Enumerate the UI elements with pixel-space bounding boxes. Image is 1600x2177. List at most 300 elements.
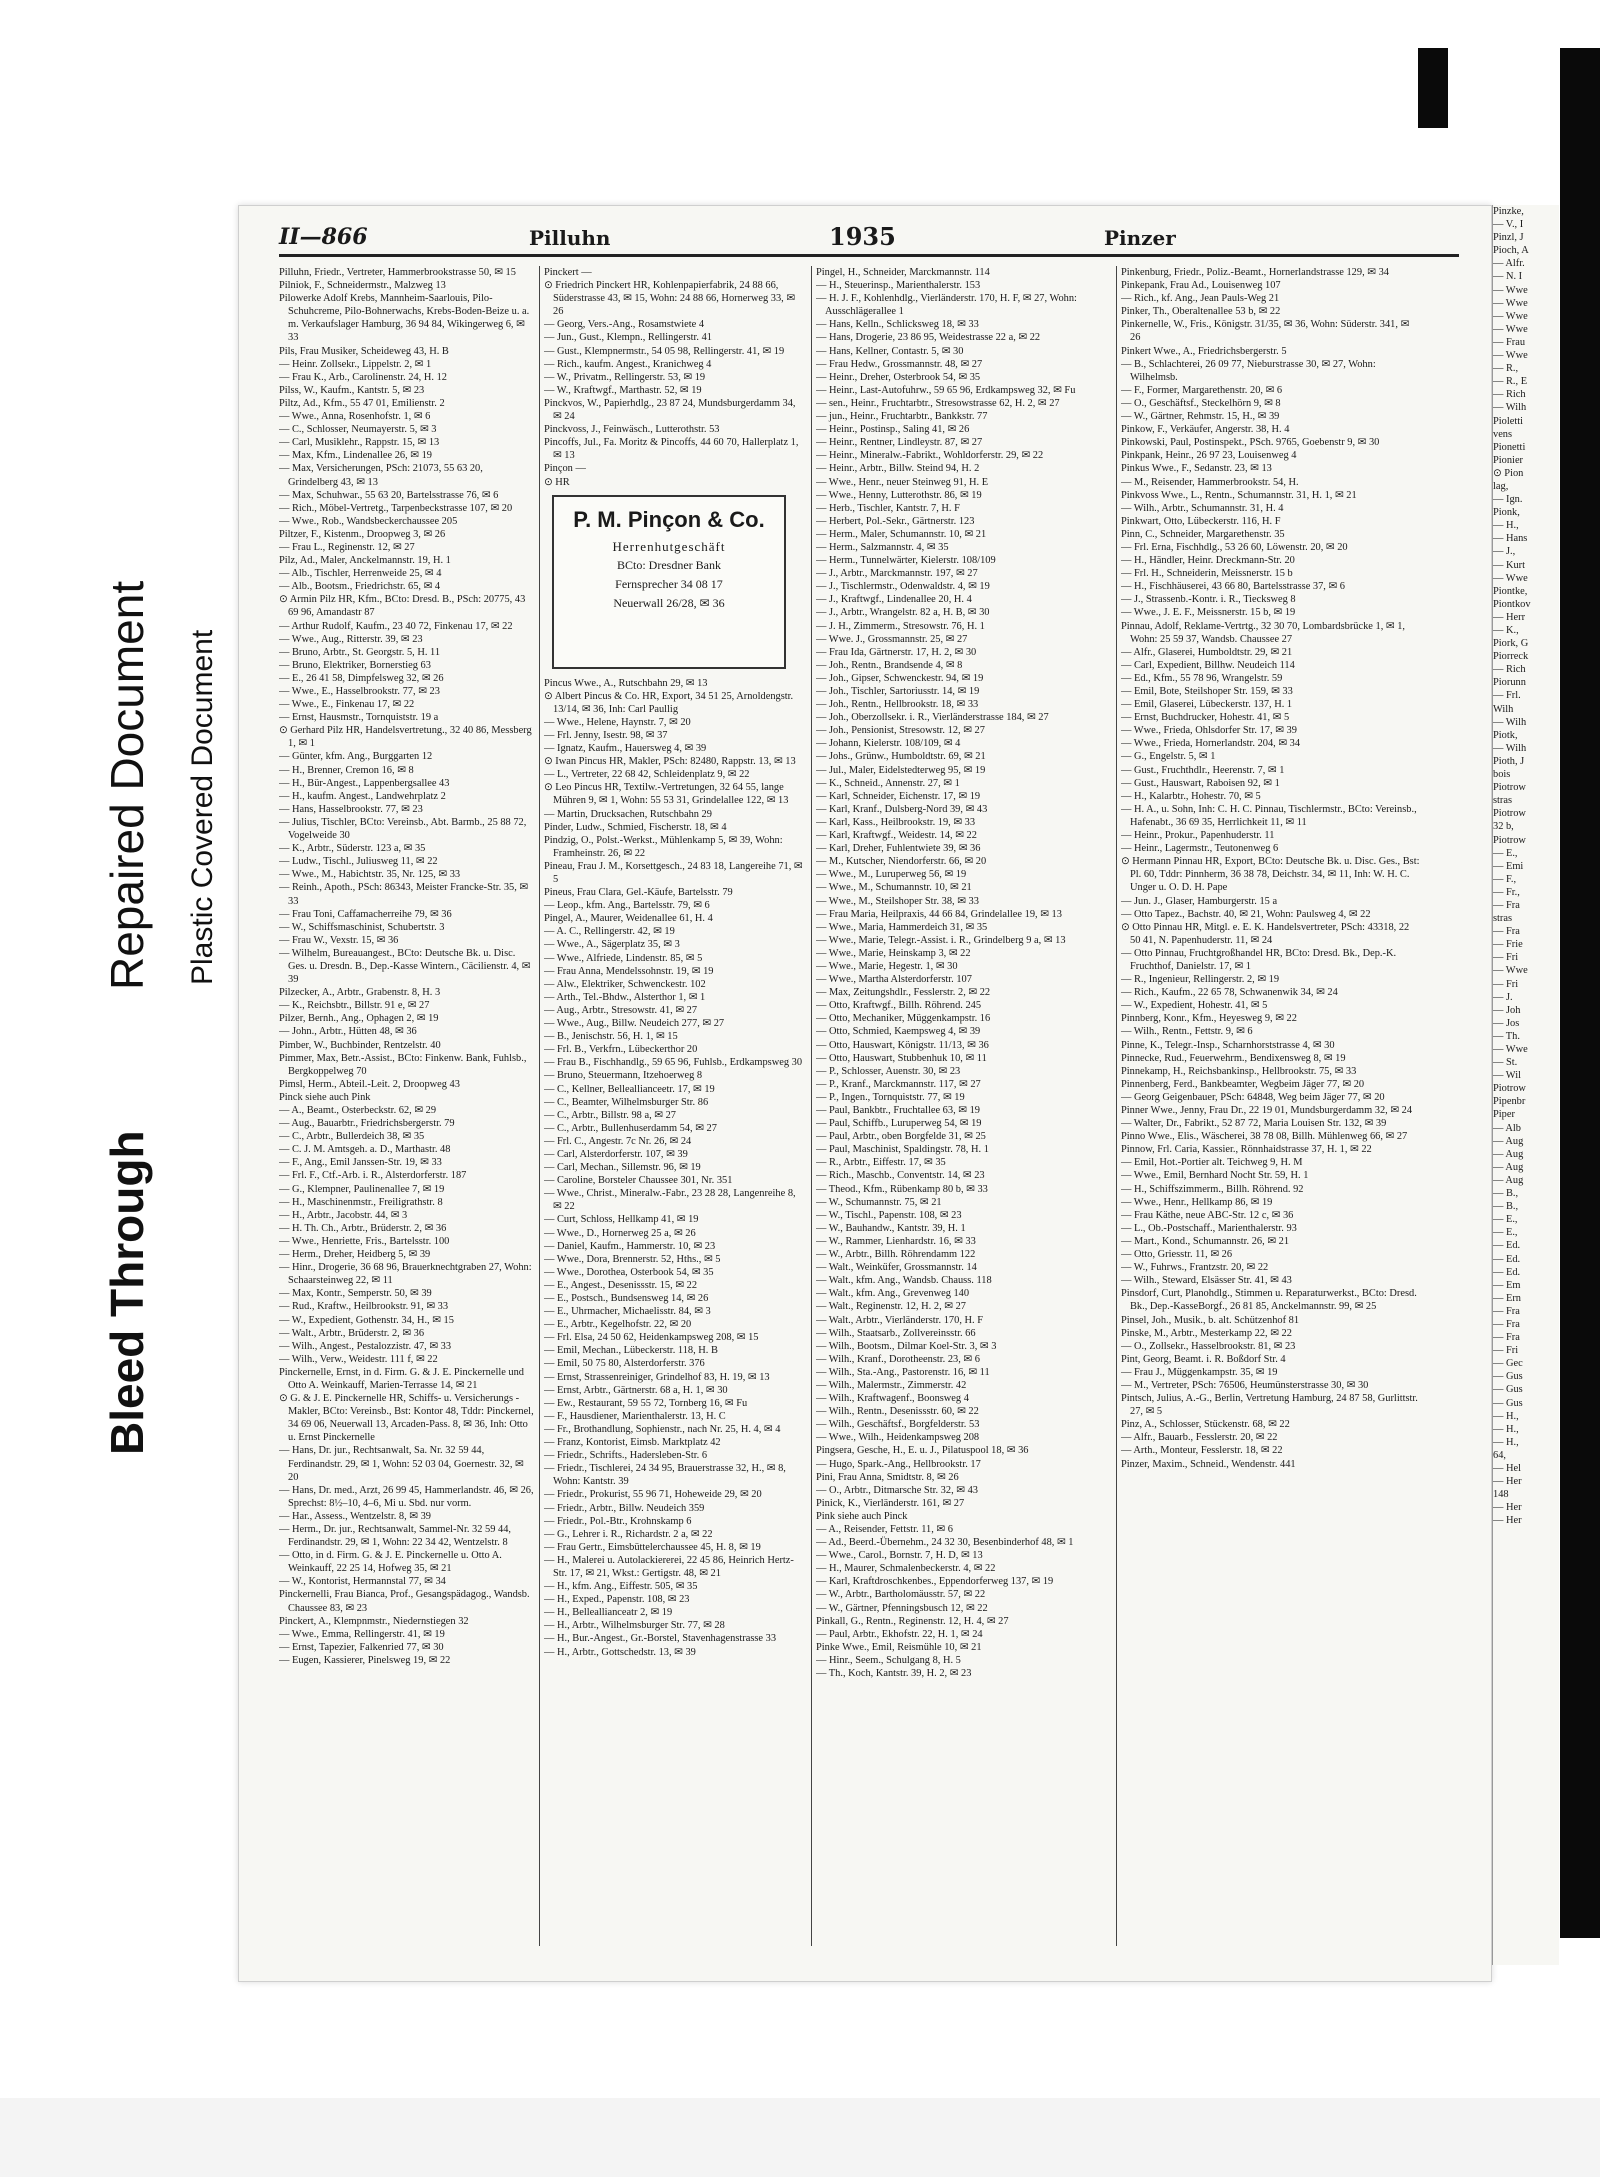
directory-entry: — J. H., Zimmerm., Stresowstr. 76, H. 1 — [816, 620, 985, 632]
directory-entry: — Wwe., Dorothea, Osterbook 54, ✉ 35 — [544, 1266, 714, 1278]
directory-entry: — E., Angest., Desenissstr. 15, ✉ 22 — [544, 1279, 698, 1291]
directory-entry: — Frl. — [1493, 690, 1521, 702]
directory-entry: — Georg Geigenbauer, PSch: 64848, Weg beim Jäger 77, ✉ 20 — [1121, 1091, 1385, 1103]
directory-entry: — Frl. Jenny, Isestr. 98, ✉ 37 — [544, 729, 668, 741]
directory-entry: — V., I — [1493, 219, 1524, 231]
directory-entry: vens — [1493, 428, 1513, 440]
directory-entry: — W., Rammer, Lienhardstr. 16, ✉ 33 — [816, 1235, 976, 1247]
directory-entry: Pimsl, Herm., Abteil.-Leit. 2, Droopweg 43 — [279, 1078, 460, 1090]
directory-entry: Piorreck — [1493, 651, 1529, 663]
directory-entry: — Alw., Elektriker, Schwenckestr. 102 — [544, 978, 706, 990]
directory-entry: — Martin, Drucksachen, Rutschbahn 29 — [544, 808, 712, 820]
directory-entry: — E., Postsch., Bundsensweg 14, ✉ 26 — [544, 1293, 709, 1304]
directory-entry: — E., 26 41 58, Dimpfelsweg 32, ✉ 26 — [279, 672, 444, 684]
page-number: II—866 — [279, 224, 368, 250]
directory-entry: — O., Zollsekr., Hasselbrookstr. 81, ✉ 23 — [1121, 1340, 1296, 1352]
directory-entry: ⊙ Albert Pincus & Co. HR, Export, 34 51 25, Arnoldengstr. 13/14, ✉ 36, Inh: Carl Paullig — [544, 690, 794, 715]
directory-entry: Pionier — [1493, 454, 1524, 466]
directory-entry: — Aug., Bauarbtr., Friedrichsbergerstr. 79 — [279, 1118, 455, 1130]
directory-entry: Pinne, K., Telegr.-Insp., Scharnhorststrasse 4, ✉ 30 — [1121, 1039, 1335, 1051]
directory-entry: Piltzer, F., Kistenm., Droopweg 3, ✉ 26 — [279, 528, 446, 540]
directory-entry: — Franz, Kontorist, Eimsb. Marktplatz 42 — [544, 1437, 721, 1449]
ad-title: P. M. Pinçon & Co. — [573, 506, 765, 532]
directory-entry: — Herm., Tunnelwärter, Kielerstr. 108/109 — [816, 555, 996, 567]
directory-entry: — Otto, Schmied, Kaempsweg 4, ✉ 39 — [816, 1026, 981, 1038]
directory-entry: — Arth., Tel.-Bhdw., Alsterthor 1, ✉ 1 — [544, 991, 706, 1003]
directory-entry: bois — [1493, 769, 1511, 781]
header-last-name: Pinzer — [1104, 226, 1176, 250]
directory-entry: — Frau L., Reginenstr. 12, ✉ 27 — [279, 541, 415, 553]
directory-column-2 — [544, 266, 806, 1956]
directory-entry: — W., Arbtr., Billh. Röhrendamm 122 — [816, 1249, 976, 1261]
directory-entry: — Ed., Kfm., 55 78 96, Wrangelstr. 59 — [1121, 672, 1283, 684]
directory-entry: — Wwe., Carol., Bornstr. 7, H. D, ✉ 13 — [816, 1550, 983, 1562]
directory-entry: — Her — [1493, 1476, 1522, 1488]
column-2-top-entries — [544, 266, 806, 489]
directory-entry: — Karl, Kraftdroschkenbes., Eppendorferweg 137, ✉ 19 — [816, 1576, 1054, 1588]
directory-entry: — Paul, Arbtr., Ekhofstr. 22, H. 1, ✉ 24 — [816, 1628, 983, 1640]
directory-entry: — P., Kranf., Marckmannstr. 117, ✉ 27 — [816, 1078, 981, 1090]
directory-entry: — Ernst, Strassenreiniger, Grindelhof 83, H. 19, ✉ 13 — [544, 1371, 770, 1383]
directory-entry: — F., Hausdiener, Marienthalerstr. 13, H. C — [544, 1410, 726, 1422]
directory-entry: — Julius, Tischler, BCto: Vereinsb., Abt. Barmb., 25 88 72, Vogelweide 30 — [279, 816, 527, 842]
label-plastic-covered: Plastic Covered Document — [186, 629, 219, 985]
directory-entry: — Joh., Tischler, Sartoriusstr. 14, ✉ 19 — [816, 686, 980, 697]
directory-entry: — M., Reisender, Hammerbrookstr. 54, H. — [1121, 476, 1299, 488]
directory-entry: — Wwe., Frieda, Ohlsdorfer Str. 17, ✉ 39 — [1121, 725, 1297, 737]
directory-column-3 — [816, 266, 1111, 1956]
directory-entry: — Aug — [1493, 1174, 1524, 1186]
directory-entry: — Wwe., Marie, Telegr.-Assist. i. R., Grindelberg 9 a, ✉ 13 — [816, 934, 1066, 946]
directory-entry: — M., Vertreter, PSch: 76506, Heumünsterstrasse 30, ✉ 30 — [1121, 1379, 1369, 1391]
directory-entry: — Gus — [1493, 1397, 1523, 1409]
directory-entry: Pinnau, Adolf, Reklame-Vertrtg., 32 30 70, Lombardsbrücke 1, ✉ 1, Wohn: 25 59 37, Wandsb. Chaussee 27 — [1121, 620, 1406, 645]
directory-page — [238, 205, 1492, 1982]
directory-entry: Pinno Wwe., Elis., Wäscherei, 38 78 08, Billh. Mühlenweg 66, ✉ 27 — [1121, 1131, 1408, 1143]
directory-entry: — Wwe., Henr., neuer Steinweg 91, H. E — [816, 476, 989, 488]
directory-entry: — Otto, in d. Firm. G. & J. E. Pinckernelle u. Otto A. Weinkauff, 22 25 14, Hofweg 35, ✉ 21 — [279, 1550, 502, 1575]
directory-entry: — Karl, Kranf., Dulsberg-Nord 39, ✉ 43 — [816, 803, 988, 815]
directory-entry: — Jos — [1493, 1017, 1520, 1029]
directory-entry: — H., Kalarbtr., Hohestr. 70, ✉ 5 — [1121, 790, 1261, 802]
directory-entry: — G., Klempner, Paulinenallee 7, ✉ 19 — [279, 1183, 445, 1195]
directory-entry: Pingel, H., Schneider, Marckmannstr. 114 — [816, 267, 990, 278]
ad-phone-line: Fernsprecher 34 08 17 — [615, 576, 723, 591]
directory-entry: — Gust., Hauswart, Raboisen 92, ✉ 1 — [1121, 777, 1280, 789]
directory-entry: Pincus Wwe., A., Rutschbahn 29, ✉ 13 — [544, 677, 708, 689]
directory-entry: — Th., Koch, Kantstr. 39, H. 2, ✉ 23 — [816, 1668, 972, 1680]
directory-entry: — J., — [1493, 546, 1516, 558]
directory-entry: — Wilh., Sta.-Ang., Pastorenstr. 16, ✉ 11 — [816, 1366, 990, 1378]
directory-entry: — Em — [1493, 1279, 1521, 1291]
scan-edge-right-short — [1418, 48, 1448, 128]
directory-entry: — Fra — [1493, 1318, 1520, 1330]
directory-entry: ⊙ HR — [544, 476, 570, 488]
label-repaired-document: Repaired Document — [101, 580, 153, 990]
directory-entry: stras — [1493, 913, 1513, 925]
directory-entry: — Karl, Schneider, Eichenstr. 17, ✉ 19 — [816, 790, 981, 802]
directory-entry: Pinkenburg, Friedr., Poliz.-Beamt., Hornerlandstrasse 129, ✉ 34 — [1121, 267, 1389, 278]
directory-entry: — A., Reisender, Fettstr. 11, ✉ 6 — [816, 1524, 953, 1535]
directory-entry: — Alfr., Bauarb., Fesslerstr. 20, ✉ 22 — [1121, 1432, 1278, 1444]
directory-entry: — Wwe — [1493, 297, 1528, 309]
directory-entry: — Hans, Dr. jur., Rechtsanwalt, Sa. Nr. 32 59 44, Ferdinandstr. 29, ✉ 1, Wohn: 52 03 04, Goernestr. 32, ✉ 20 — [279, 1445, 524, 1483]
directory-entry: — Ernst, Tapezier, Falkenried 77, ✉ 30 — [279, 1641, 444, 1653]
directory-entry: — Paul, Maschinist, Spaldingstr. 78, H. 1 — [816, 1144, 989, 1156]
directory-entry: — Hel — [1493, 1463, 1521, 1474]
scan-edge-right — [1560, 48, 1600, 1938]
directory-entry: Pilss, W., Kaufm., Kantstr. 5, ✉ 23 — [279, 384, 425, 396]
directory-entry: — Frl. Elsa, 24 50 62, Heidenkampsweg 208, ✉ 15 — [544, 1332, 759, 1344]
directory-entry: — Joh., Pensionist, Stresowstr. 12, ✉ 27 — [816, 725, 985, 737]
directory-entry: — Joh., Rentn., Brandsende 4, ✉ 8 — [816, 659, 963, 671]
directory-entry: Pinzl, J — [1493, 232, 1524, 244]
directory-entry: — C., Arbtr., Bullerdeich 38, ✉ 35 — [279, 1131, 425, 1143]
directory-entry: — Johann, Kielerstr. 108/109, ✉ 4 — [816, 738, 961, 750]
directory-entry: — Paul, Schiffb., Luruperweg 54, ✉ 19 — [816, 1118, 982, 1130]
directory-entry: — Wwe., Martha Alsterdorferstr. 107 — [816, 974, 972, 986]
directory-entry: — Th. — [1493, 1030, 1520, 1042]
directory-entry: Pinz, A., Schlosser, Stückenstr. 68, ✉ 22 — [1121, 1419, 1290, 1431]
ad-subtitle: Herrenhutgeschäft — [612, 538, 726, 554]
directory-entry: — Frau K., Arb., Carolinenstr. 24, H. 12 — [279, 371, 447, 383]
directory-entry: — Frl. F., Ctf.-Arb. i. R., Alsterdorferstr. 187 — [279, 1170, 467, 1182]
directory-entry: — Wilh — [1493, 402, 1527, 414]
directory-entry: — Fra — [1493, 899, 1520, 911]
directory-entry: — Walt., kfm. Ang., Grevenweg 140 — [816, 1288, 970, 1300]
directory-entry: — R., — [1493, 363, 1519, 375]
directory-entry: ⊙ Armin Pilz HR, Kfm., BCto: Dresd. B., PSch: 20775, 43 69 96, Amandastr 87 — [279, 594, 526, 619]
directory-entry: Pinsel, Joh., Musik., b. alt. Schützenhof 81 — [1121, 1314, 1300, 1326]
directory-entry: Pinske, M., Arbtr., Mesterkamp 22, ✉ 22 — [1121, 1327, 1292, 1339]
directory-entry: Pioth, J — [1493, 755, 1525, 767]
directory-entry: — Wwe., Wilh., Heidenkampsweg 208 — [816, 1432, 980, 1444]
directory-entry: — Joh — [1493, 1004, 1521, 1016]
directory-entry: — Ignatz, Kaufm., Hauersweg 4, ✉ 39 — [544, 743, 707, 755]
directory-entry: — H. J. F., Kohlenhdlg., Vierländerstr. 170, H. F, ✉ 27, Wohn: Ausschlägerallee 1 — [816, 293, 1077, 318]
directory-entry: — Wwe., M., Habichtstr. 35, Nr. 125, ✉ 33 — [279, 869, 461, 881]
directory-entry: — Aug., Arbtr., Stresowstr. 41, ✉ 27 — [544, 1004, 698, 1016]
directory-entry: — H., Arbtr., Jacobstr. 44, ✉ 3 — [279, 1209, 408, 1221]
directory-entry: Pinckernelle, Ernst, in d. Firm. G. & J. E. Pinckernelle und Otto A. Weinkauff, Marien-Terrasse 14, ✉ 21 — [279, 1366, 525, 1391]
directory-entry: — Wwe., A., Sägerplatz 35, ✉ 3 — [544, 939, 680, 951]
directory-entry: — H., Bur.-Angest., Gr.-Borstel, Stavenhagenstrasse 33 — [544, 1633, 777, 1645]
directory-entry: ⊙ Hermann Pinnau HR, Export, BCto: Deutsche Bk. u. Disc. Ges., Bst: Pl. 60, Tddr: Pinnherm, 36 38 78, Deichstr. 34, ✉ 11, Inh: W. H. C. Unger u. O. D. H. Pape — [1121, 856, 1420, 894]
directory-entry: 64, — [1493, 1449, 1506, 1461]
directory-entry: — Heinr., Dreher, Osterbrook 54, ✉ 35 — [816, 371, 981, 383]
directory-entry: ⊙ Leo Pincus HR, Textilw.-Vertretungen, 32 64 55, lange Mühren 9, ✉ 1, Wohn: 55 53 31, Grindelallee 122, ✉ 13 — [544, 782, 789, 807]
directory-entry: — Wwe — [1493, 310, 1528, 322]
directory-entry: — Ernst, Hausmstr., Tornquiststr. 19 a — [279, 712, 439, 724]
directory-entry: Piontkov — [1493, 598, 1531, 610]
directory-entry: — Wilh., Geschäftsf., Borgfelderstr. 53 — [816, 1419, 980, 1431]
directory-entry: — Wwe., Emil, Bernhard Nocht Str. 59, H. 1 — [1121, 1170, 1309, 1182]
advertisement-box — [552, 495, 786, 669]
directory-entry: — Alb — [1493, 1122, 1522, 1134]
directory-entry: — R., Arbtr., Eiffestr. 17, ✉ 35 — [816, 1157, 946, 1169]
directory-entry: — Ern — [1493, 1292, 1521, 1304]
directory-entry: Wilh — [1493, 703, 1514, 715]
directory-entry: — Fra — [1493, 1332, 1520, 1344]
directory-entry: — Frau Maria, Heilpraxis, 44 66 84, Grindelallee 19, ✉ 13 — [816, 908, 1062, 920]
directory-entry: 148 — [1493, 1489, 1509, 1501]
directory-entry: — Caroline, Borsteler Chaussee 301, Nr. 351 — [544, 1175, 733, 1187]
directory-entry: — B., Schlachterei, 26 09 77, Nieburstrasse 30, ✉ 27, Wohn: Wilhelmsb. — [1121, 358, 1376, 383]
directory-entry: — Ed. — [1493, 1253, 1521, 1265]
directory-entry: — Jun., Gust., Klempn., Rellingerstr. 41 — [544, 332, 712, 344]
directory-entry: — Wwe., Anna, Rosenhofstr. 1, ✉ 6 — [279, 411, 431, 423]
directory-entry: — Wilh., Staatsarb., Zollvereinsstr. 66 — [816, 1327, 976, 1339]
directory-entry: — H. A., u. Sohn, Inh: C. H. C. Pinnau, Tischlermstr., BCto: Vereinsb., Hafenabt., 36 69 35, Herrlichkeit 11, ✉ 11 — [1121, 803, 1417, 828]
directory-entry: Pinnekamp, H., Reichsbankinsp., Hellbrookstr. 75, ✉ 33 — [1121, 1065, 1357, 1077]
directory-entry: Pilowerke Adolf Krebs, Mannheim-Saarlouis, Pilo-Schuhcreme, Pilo-Bohnerwachs, Krebs-Boden-Beize u. a. m. Verkaufslager Hamburg, 36 94 84, Wikingerweg 6, ✉ 33 — [279, 293, 530, 344]
directory-entry: — H., Arbtr., Gottschedstr. 13, ✉ 39 — [544, 1646, 696, 1658]
directory-entry: — Wwe., Alfriede, Lindenstr. 85, ✉ 5 — [544, 952, 703, 964]
column-divider — [539, 266, 540, 1946]
directory-entry: — Frau B., Fischhandlg., 59 65 96, Fuhlsb., Erdkampsweg 30 — [544, 1057, 803, 1069]
directory-entry: — R., E — [1493, 376, 1528, 388]
directory-entry: — A., Beamt., Osterbeckstr. 62, ✉ 29 — [279, 1105, 437, 1116]
directory-entry: — Wwe., D., Hornerweg 25 a, ✉ 26 — [544, 1227, 696, 1239]
directory-entry: — H., Schiffszimmerm., Billh. Röhrend. 92 — [1121, 1183, 1304, 1195]
directory-entry: — A. C., Rellingerstr. 42, ✉ 19 — [544, 926, 675, 938]
directory-entry: — Wwe., Henr., Hellkamp 86, ✉ 19 — [1121, 1196, 1273, 1208]
directory-entry: — Wwe., Maria, Hammerdeich 31, ✉ 35 — [816, 921, 988, 933]
directory-entry: Pilz, Ad., Maler, Anckelmannstr. 19, H. 1 — [279, 555, 451, 567]
directory-entry: — Ew., Restaurant, 59 55 72, Tornberg 16, ✉ Fu — [544, 1397, 748, 1409]
directory-entry: — Emil, Bote, Steilshoper Str. 159, ✉ 33 — [1121, 686, 1293, 697]
directory-entry: — B., — [1493, 1188, 1519, 1200]
directory-entry: Pilzecker, A., Arbtr., Grabenstr. 8, H. 3 — [279, 987, 441, 999]
directory-entry: — Walt., Weinküfer, Grossmannstr. 14 — [816, 1262, 977, 1274]
directory-entry: Pinkernelle, W., Fris., Königstr. 31/35, ✉ 36, Wohn: Süderstr. 341, ✉ 26 — [1121, 319, 1410, 344]
directory-entry: Pintsch, Julius, A.-G., Berlin, Vertretung Hamburg, 24 87 58, Gurlittstr. 27, ✉ 5 — [1121, 1393, 1418, 1418]
directory-entry: — R., Ingenieur, Rellingerstr. 2, ✉ 19 — [1121, 974, 1280, 986]
directory-entry: — C., Arbtr., Bullenhuserdamm 54, ✉ 27 — [544, 1122, 717, 1134]
directory-entry: — Wwe., Christ., Mineralw.-Fabr., 23 28 28, Langenreihe 8, ✉ 22 — [544, 1188, 796, 1213]
directory-entry: — Ign. — [1493, 494, 1523, 506]
directory-entry: — Frau Toni, Caffamacherreihe 79, ✉ 36 — [279, 908, 452, 920]
directory-entry: Piorunn — [1493, 677, 1526, 689]
directory-entry: — Herm., Dr. jur., Rechtsanwalt, Sammel-Nr. 32 59 44, Ferdinandstr. 29, ✉ 1, Wohn: 22 34 42, Wentzelstr. 8 — [279, 1524, 512, 1549]
directory-entry: — Wwe., Rob., Wandsbeckerchaussee 205 — [279, 515, 458, 527]
directory-entry: — Wwe — [1493, 323, 1528, 335]
directory-entry: Pinckernelli, Frau Bianca, Prof., Gesangspädagog., Wandsb. Chaussee 83, ✉ 23 — [279, 1589, 530, 1614]
directory-entry: Pingel, A., Maurer, Weidenallee 61, H. 4 — [544, 913, 713, 925]
directory-entry: — K., — [1493, 625, 1519, 636]
directory-entry: — H., — [1493, 1410, 1519, 1422]
directory-entry: — C., Beamter, Wilhelmsburger Str. 86 — [544, 1096, 709, 1108]
directory-entry: — B., — [1493, 1201, 1519, 1213]
directory-entry: — Aug — [1493, 1148, 1524, 1160]
directory-entry: — Friedr., Tischlerei, 24 34 95, Brauerstrasse 32, H., ✉ 8, Wohn: Kantstr. 39 — [544, 1463, 786, 1488]
directory-entry: — Max, Schuhwar., 55 63 20, Bartelsstrasse 76, ✉ 6 — [279, 489, 499, 501]
directory-entry: — Walt., Arbtr., Brüderstr. 2, ✉ 36 — [279, 1327, 425, 1339]
directory-entry: — sen., Heinr., Fruchtarbtr., Stresowstrasse 62, H. 2, ✉ 27 — [816, 397, 1060, 409]
directory-entry: — Wwe., Henny, Lutterothstr. 86, ✉ 19 — [816, 489, 982, 501]
directory-entry: — K., Arbtr., Süderstr. 123 a, ✉ 35 — [279, 843, 426, 855]
directory-entry: — E., Arbtr., Kegelhofstr. 22, ✉ 20 — [544, 1319, 692, 1331]
scan-margin-bottom — [0, 2098, 1600, 2177]
directory-entry: Piper — [1493, 1109, 1515, 1121]
directory-entry: — Wilh., Malermstr., Zimmerstr. 42 — [816, 1379, 967, 1391]
directory-entry: — Aug — [1493, 1135, 1524, 1147]
directory-entry: — Curt, Schloss, Hellkamp 41, ✉ 19 — [544, 1214, 699, 1226]
scan-margin-top — [0, 0, 1600, 48]
directory-entry: — Hinr., Seem., Schulgang 8, H. 5 — [816, 1654, 961, 1666]
page-header — [239, 216, 1491, 256]
directory-entry: — Rich., Kaufm., 22 65 78, Schwanenwik 34, ✉ 24 — [1121, 987, 1338, 999]
header-year: 1935 — [829, 222, 896, 251]
directory-entry: Pinkpank, Heinr., 26 97 23, Louisenweg 4 — [1121, 450, 1297, 462]
directory-entry: — Wilh., Steward, Elsässer Str. 41, ✉ 43 — [1121, 1275, 1292, 1287]
directory-entry: — Heinr., Lagermstr., Teutonenweg 6 — [1121, 843, 1279, 855]
directory-entry: — E., — [1493, 1227, 1518, 1239]
directory-entry: — Wwe — [1493, 350, 1528, 362]
directory-entry: Pineau, Frau J. M., Korsettgesch., 24 83 18, Langereihe 71, ✉ 5 — [544, 860, 803, 885]
directory-entry: — Alb., Bootsm., Friedrichstr. 65, ✉ 4 — [279, 581, 441, 593]
column-2-bottom-entries — [544, 677, 806, 1659]
directory-entry: Pils, Frau Musiker, Scheideweg 43, H. B — [279, 345, 449, 357]
directory-entry: Pinnecke, Rud., Feuerwehrm., Bendixensweg 8, ✉ 19 — [1121, 1052, 1346, 1064]
directory-entry: — Jul., Maler, Eidelstedterweg 95, ✉ 19 — [816, 764, 986, 776]
directory-entry: Pinnenberg, Ferd., Bankbeamter, Wegbeim Jäger 77, ✉ 20 — [1121, 1078, 1365, 1090]
directory-entry: — G., Engelstr. 5, ✉ 1 — [1121, 751, 1216, 763]
directory-entry: — Johs., Grünw., Humboldtstr. 69, ✉ 21 — [816, 751, 986, 763]
directory-entry: — Ad., Beerd.-Übernehm., 24 32 30, Besenbinderhof 48, ✉ 1 — [816, 1537, 1074, 1549]
directory-entry: — Hinr., Drogerie, 36 68 96, Brauerknechtgraben 27, Wohn: Schaarsteinweg 22, ✉ 11 — [279, 1262, 532, 1287]
directory-entry: — N. I — [1493, 271, 1523, 283]
directory-column-4 — [1121, 266, 1421, 1956]
directory-entry: — Max, Zeitungshdlr., Fesslerstr. 2, ✉ 22 — [816, 987, 991, 999]
directory-entry: — W., Fuhrws., Frantzstr. 20, ✉ 22 — [1121, 1262, 1269, 1274]
directory-entry: — H., Bür-Angest., Lappenbergsallee 43 — [279, 777, 450, 789]
directory-entry: — Mart., Kond., Schumannstr. 26, ✉ 21 — [1121, 1235, 1290, 1247]
directory-entry: — Wilh., Rentn., Desenissstr. 60, ✉ 22 — [816, 1406, 979, 1418]
column-divider — [811, 266, 812, 1946]
directory-entry: — F., — [1493, 873, 1517, 885]
directory-entry: — Rich., Möbel-Vertretg., Tarpenbeckstrasse 107, ✉ 20 — [279, 502, 513, 514]
directory-entry: — Frau Ida, Gärtnerstr. 17, H. 2, ✉ 30 — [816, 646, 977, 658]
directory-entry: — W., Arbtr., Bartholomäusstr. 57, ✉ 22 — [816, 1589, 986, 1601]
directory-entry: — J., Strassenb.-Kontr. i. R., Tiecksweg 8 — [1121, 594, 1296, 606]
directory-entry: Pilluhn, Friedr., Vertreter, Hammerbrookstrasse 50, ✉ 15 — [279, 267, 516, 278]
directory-entry: Piotrow — [1493, 808, 1526, 820]
directory-entry: Pinkowski, Paul, Postinspekt., PSch. 9765, Goebenstr 9, ✉ 30 — [1121, 437, 1380, 449]
directory-entry: — H., Händler, Heinr. Dreckmann-Str. 20 — [1121, 555, 1295, 567]
directory-entry: Piotrow — [1493, 834, 1526, 846]
directory-entry: — Frl. H., Schneiderin, Meissnerstr. 15 b — [1121, 568, 1293, 580]
directory-entry: — Otto, Hauswart, Königstr. 11/13, ✉ 36 — [816, 1039, 989, 1051]
directory-entry: — Herm., Maler, Schumannstr. 10, ✉ 21 — [816, 528, 987, 540]
directory-entry: Piotrow — [1493, 1083, 1526, 1095]
directory-entry: — Walt., Arbtr., Vierländerstr. 170, H. F — [816, 1314, 983, 1326]
directory-entry: — Wwe., Marie, Hegestr. 1, ✉ 30 — [816, 960, 958, 972]
directory-entry: — Gust., Klempnermstr., 54 05 98, Rellingerstr. 41, ✉ 19 — [544, 345, 785, 357]
directory-entry: — Heinr., Prokur., Papenhuderstr. 11 — [1121, 830, 1275, 842]
directory-entry: ⊙ Otto Pinnau HR, Mitgl. e. E. K. Handelsvertreter, PSch: 43318, 22 50 41, N. Papenhuderstr. 11, ✉ 24 — [1121, 921, 1410, 946]
directory-entry: — Wwe., Marie, Heinskamp 3, ✉ 22 — [816, 947, 971, 959]
directory-entry: — Wwe., Helene, Haynstr. 7, ✉ 20 — [544, 716, 691, 728]
directory-entry: Pipenbr — [1493, 1096, 1526, 1108]
directory-entry: Pinckvoss, J., Feinwäsch., Lutterothstr. 53 — [544, 424, 720, 436]
directory-entry: — Kurt — [1493, 559, 1526, 571]
directory-entry: — Friedr., Arbtr., Billw. Neudeich 359 — [544, 1502, 705, 1514]
directory-entry: — Rich., Maschb., Conventstr. 14, ✉ 23 — [816, 1170, 985, 1182]
directory-entry: — Ludw., Tischl., Juliusweg 11, ✉ 22 — [279, 856, 438, 868]
directory-entry: ⊙ G. & J. E. Pinckernelle HR, Schiffs- u. Versicherungs - Makler, BCto: Vereinsb., Bst: Kontor 48, Tddr: Pinckernel, 34 69 06, Neuerwall 13, Arcaden-Pass. 8, ✉ 36, Inh: Otto u. Ernst Pinckernelle — [279, 1393, 534, 1444]
directory-entry: — Max, Versicherungen, PSch: 21073, 55 63 20, Grindelberg 43, ✉ 13 — [279, 463, 483, 488]
directory-entry: — Rich., kf. Ang., Jean Pauls-Weg 21 — [1121, 293, 1280, 305]
directory-entry: — Karl, Dreher, Fuhlentwiete 39, ✉ 36 — [816, 843, 981, 855]
directory-entry: — Friedr., Prokurist, 55 96 71, Hoheweide 29, ✉ 20 — [544, 1489, 762, 1501]
directory-entry: Pinn, C., Schneider, Margarethenstr. 35 — [1121, 528, 1285, 540]
directory-entry: — J., Tischlermstr., Odenwaldstr. 4, ✉ 19 — [816, 581, 990, 593]
directory-entry: — W., Expedient, Gothenstr. 34, H., ✉ 15 — [279, 1314, 454, 1326]
directory-entry: — Heinr., Rentner, Lindleystr. 87, ✉ 27 — [816, 437, 983, 449]
directory-entry: — Walt., kfm. Ang., Wandsb. Chauss. 118 — [816, 1275, 992, 1287]
directory-entry: — Emi — [1493, 860, 1524, 872]
directory-entry: — Gus — [1493, 1371, 1523, 1383]
directory-entry: — C., Schlosser, Neumayerstr. 5, ✉ 3 — [279, 424, 437, 436]
directory-entry: Pinkepank, Frau Ad., Louisenweg 107 — [1121, 280, 1281, 292]
directory-entry: Pimber, W., Buchbinder, Rentzelstr. 40 — [279, 1039, 441, 1051]
directory-entry: — Joh., Rentn., Hellbrookstr. 18, ✉ 33 — [816, 699, 979, 711]
directory-entry: — Frl. B., Verkfrn., Lübeckerthor 20 — [544, 1044, 698, 1056]
directory-entry: — G., Lehrer i. R., Richardstr. 2 a, ✉ 22 — [544, 1528, 713, 1540]
directory-entry: stras — [1493, 795, 1513, 807]
directory-entry: — Gec — [1493, 1358, 1523, 1370]
directory-entry: Pinck siehe auch Pink — [279, 1091, 371, 1103]
directory-entry: — Wilhelm, Bureauangest., BCto: Deutsche Bk. u. Disc. Ges. u. Dresdn. B., Dep.-Kasse Wintern., Cäcilienstr. 4, ✉ 39 — [279, 947, 531, 986]
directory-entry: — jun., Heinr., Fruchtarbtr., Bankkstr. 77 — [816, 411, 988, 423]
directory-entry: — W., Schiffsmaschinist, Schubertstr. 3 — [279, 921, 445, 933]
directory-entry: — Theod., Kfm., Rübenkamp 80 b, ✉ 33 — [816, 1183, 988, 1195]
directory-entry: — Walter, Dr., Fabrikt., 52 87 72, Maria Louisen Str. 132, ✉ 39 — [1121, 1118, 1387, 1130]
directory-entry: — B., Jenischstr. 56, H. 1, ✉ 15 — [544, 1031, 678, 1043]
directory-entry: Pinckert — — [544, 267, 592, 278]
directory-entry: — O., Arbtr., Ditmarsche Str. 32, ✉ 43 — [816, 1484, 978, 1496]
directory-entry: Pinder, Ludw., Schmied, Fischerstr. 18, ✉ 4 — [544, 821, 727, 833]
directory-entry: — Alfr., Glaserei, Humboldtstr. 29, ✉ 21 — [1121, 646, 1293, 658]
directory-entry: — Wil — [1493, 1070, 1521, 1082]
directory-entry: — E., — [1493, 1214, 1518, 1226]
directory-entry: — Leop., kfm. Ang., Bartelsstr. 79, ✉ 6 — [544, 900, 710, 912]
directory-entry: — P., Schlosser, Auenstr. 30, ✉ 23 — [816, 1065, 961, 1077]
directory-entry: — Wwe., E., Finkenau 17, ✉ 22 — [279, 699, 415, 711]
directory-entry: — F., Ang., Emil Janssen-Str. 19, ✉ 33 — [279, 1157, 442, 1169]
directory-entry: Piotk, — [1493, 729, 1518, 741]
directory-entry: — Friedr., Schrifts., Hadersleben-Str. 6 — [544, 1450, 708, 1462]
directory-entry: — Wwe. J., Grossmannstr. 25, ✉ 27 — [816, 633, 968, 645]
directory-entry: — Alb., Tischler, Herrenweide 25, ✉ 4 — [279, 568, 442, 580]
directory-entry: — K., Schneid., Annenstr. 27, ✉ 1 — [816, 777, 960, 789]
directory-entry: — Paul, Arbtr., oben Borgfelde 31, ✉ 25 — [816, 1131, 986, 1143]
directory-entry: Pincoffs, Jul., Fa. Moritz & Pincoffs, 44 60 70, Hallerplatz 1, ✉ 13 — [544, 437, 799, 462]
directory-entry: — Otto, Griesstr. 11, ✉ 26 — [1121, 1249, 1233, 1261]
directory-entry: — J. — [1493, 991, 1513, 1003]
header-rule — [279, 254, 1459, 257]
directory-entry: — W., Schumannstr. 75, ✉ 21 — [816, 1196, 942, 1208]
directory-entry: — Günter, kfm. Ang., Burggarten 12 — [279, 751, 433, 763]
directory-entry: — Frl. Erna, Fischhdlg., 53 26 60, Löwenstr. 20, ✉ 20 — [1121, 541, 1348, 553]
directory-entry: — Arthur Rudolf, Kaufm., 23 40 72, Finkenau 17, ✉ 22 — [279, 620, 513, 632]
directory-entry: — Otto, Hauswart, Stubbenhuk 10, ✉ 11 — [816, 1052, 987, 1064]
directory-entry: — Wilh., Kranf., Dorotheenstr. 23, ✉ 6 — [816, 1353, 980, 1365]
directory-entry: — Wilh., Bootsm., Dilmar Koel-Str. 3, ✉ 3 — [816, 1340, 997, 1352]
directory-entry: — Frau Käthe, neue ABC-Str. 12 c, ✉ 36 — [1121, 1209, 1294, 1221]
directory-entry: Pinkwart, Otto, Lübeckerstr. 116, H. F — [1121, 515, 1281, 527]
